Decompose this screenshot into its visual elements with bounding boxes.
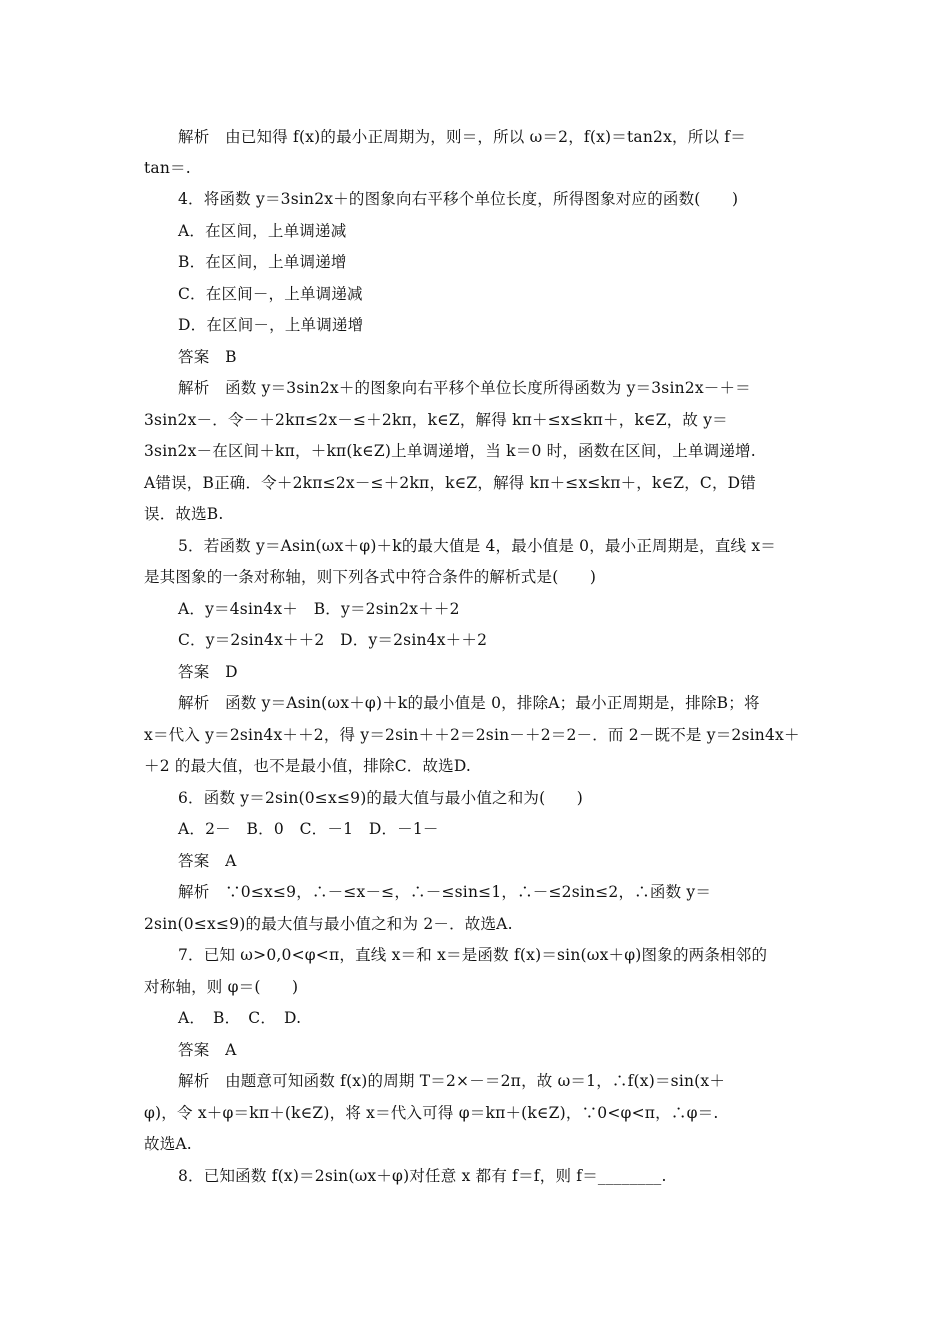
solution-6-line-1: 解析 ∵0≤x≤9，∴－≤x－≤，∴－≤sin≤1，∴－≤2sin≤2，∴函数 y＝ <box>178 883 712 901</box>
solution-7-line-1: 解析 由题意可知函数 f(x)的周期 T＝2×－＝2π，故 ω＝1，∴f(x)＝sin(x＋ <box>178 1072 726 1090</box>
solution-4-line-2: 3sin2x－．令－＋2kπ≤2x－≤＋2kπ，k∈Z，解得 kπ＋≤x≤kπ＋，k∈Z，故 y＝ <box>144 411 728 429</box>
question-4-option-b: B．在区间，上单调递增 <box>178 253 347 271</box>
solution-7-line-2: φ)，令 x＋φ＝kπ＋(k∈Z)，将 x＝代入可得 φ＝kπ＋(k∈Z)，∵0<φ<π，∴φ＝. <box>144 1104 719 1122</box>
question-7-answer: 答案 A <box>178 1041 237 1059</box>
question-8-stem: 8．已知函数 f(x)＝2sin(ωx＋φ)对任意 x 都有 f＝f，则 f＝________. <box>178 1167 667 1185</box>
question-6-options: A．2－ B．0 C．－1 D．－1－ <box>178 820 439 838</box>
question-7-stem-line-1: 7．已知 ω>0,0<φ<π，直线 x＝和 x＝是函数 f(x)＝sin(ωx＋φ)图象的两条相邻的 <box>178 946 768 964</box>
question-4-answer: 答案 B <box>178 348 237 366</box>
solution-4-line-1: 解析 函数 y＝3sin2x＋的图象向右平移个单位长度所得函数为 y＝3sin2x－＋＝ <box>178 379 751 397</box>
solution-3-line-1: 解析 由已知得 f(x)的最小正周期为，则＝，所以 ω＝2，f(x)＝tan2x，所以 f＝ <box>178 128 746 146</box>
question-4-stem: 4．将函数 y＝3sin2x＋的图象向右平移个单位长度，所得图象对应的函数( ) <box>178 190 739 208</box>
solution-5-line-2: x＝代入 y＝2sin4x＋＋2，得 y＝2sin＋＋2＝2sin－＋2＝2－．而 2－既不是 y＝2sin4x＋ <box>144 726 800 744</box>
question-5-answer: 答案 D <box>178 663 238 681</box>
question-5-stem-line-1: 5．若函数 y＝Asin(ωx＋φ)＋k的最大值是 4，最小值是 0，最小正周期是，直线 x＝ <box>178 537 777 555</box>
question-7-options: A． B． C． D. <box>178 1009 302 1027</box>
solution-3-line-2: tan＝. <box>144 159 191 177</box>
solution-6-line-2: 2sin(0≤x≤9)的最大值与最小值之和为 2－．故选A. <box>144 915 513 933</box>
question-5-options-cd: C．y＝2sin4x＋＋2 D．y＝2sin4x＋＋2 <box>178 631 488 649</box>
question-4-option-c: C．在区间－，上单调递减 <box>178 285 363 303</box>
solution-7-line-3: 故选A. <box>144 1135 192 1153</box>
solution-5-line-3: ＋2 的最大值，也不是最小值，排除C．故选D. <box>144 757 472 775</box>
solution-4-line-3: 3sin2x－在区间＋kπ，＋kπ(k∈Z)上单调递增，当 k＝0 时，函数在区间，上单调递增. <box>144 442 756 460</box>
question-4-option-d: D．在区间－，上单调递增 <box>178 316 364 334</box>
question-6-answer: 答案 A <box>178 852 237 870</box>
question-5-stem-line-2: 是其图象的一条对称轴，则下列各式中符合条件的解析式是( ) <box>144 568 597 586</box>
solution-4-line-4: A错误，B正确．令＋2kπ≤2x－≤＋2kπ，k∈Z，解得 kπ＋≤x≤kπ＋，k∈Z，C，D错 <box>144 474 757 492</box>
solution-5-line-1: 解析 函数 y＝Asin(ωx＋φ)＋k的最小值是 0，排除A；最小正周期是，排除B；将 <box>178 694 760 712</box>
question-6-stem: 6．函数 y＝2sin(0≤x≤9)的最大值与最小值之和为( ) <box>178 789 584 807</box>
question-5-options-ab: A．y＝4sin4x＋ B．y＝2sin2x＋＋2 <box>178 600 460 618</box>
question-7-stem-line-2: 对称轴，则 φ＝( ) <box>144 978 299 996</box>
solution-4-line-5: 误．故选B. <box>144 505 224 523</box>
question-4-option-a: A．在区间，上单调递减 <box>178 222 347 240</box>
